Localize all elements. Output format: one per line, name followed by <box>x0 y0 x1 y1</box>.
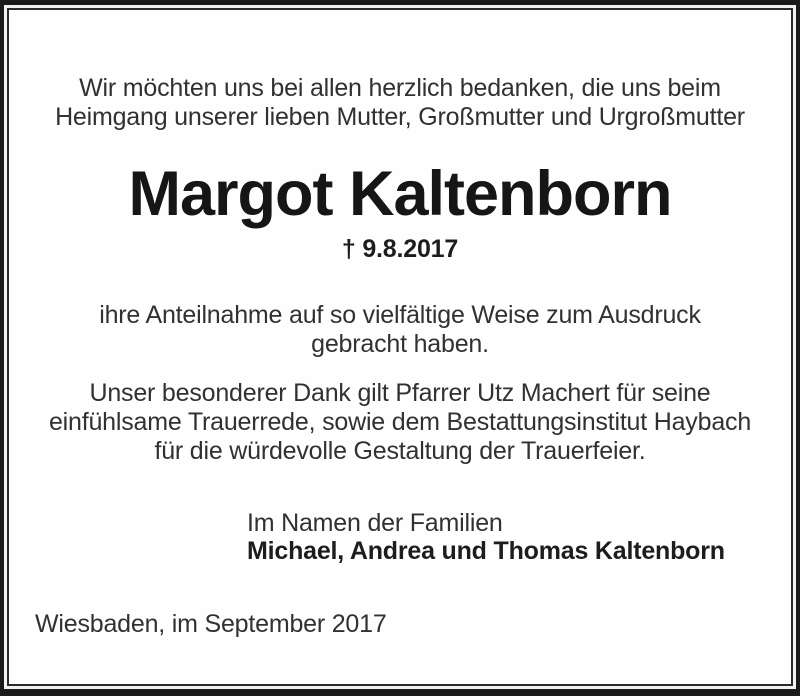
intro-line-2: Heimgang unserer lieben Mutter, Großmutter und Urgroßmutter <box>55 103 745 131</box>
family-intro-line: Im Namen der Familien <box>247 509 503 537</box>
thanks-line-1: ihre Anteilnahme auf so vielfältige Weise zum Ausdruck <box>99 301 701 329</box>
thanks-paragraph <box>9 301 791 359</box>
intro-line-1: Wir möchten uns bei allen herzlich bedanken, die uns beim <box>79 74 721 102</box>
place-date-line: Wiesbaden, im September 2017 <box>35 610 387 638</box>
intro-paragraph <box>9 74 791 132</box>
deceased-name: Margot Kaltenborn <box>128 159 672 229</box>
special-thanks-line-3: für die würdevolle Gestaltung der Trauerfeier. <box>154 437 646 465</box>
thanks-line-2: gebracht haben. <box>311 330 489 358</box>
family-names-line: Michael, Andrea und Thomas Kaltenborn <box>247 537 725 565</box>
family-signature-block <box>247 509 791 565</box>
notice-inner-frame <box>7 8 793 686</box>
special-thanks-line-1: Unser besonderer Dank gilt Pfarrer Utz Machert für seine <box>89 379 711 407</box>
notice-frame-gap <box>4 5 796 689</box>
special-thanks-line-2: einfühlsame Trauerrede, sowie dem Bestattungsinstitut Haybach <box>48 408 752 436</box>
death-date: † 9.8.2017 <box>341 235 459 263</box>
special-thanks-paragraph <box>9 379 791 466</box>
